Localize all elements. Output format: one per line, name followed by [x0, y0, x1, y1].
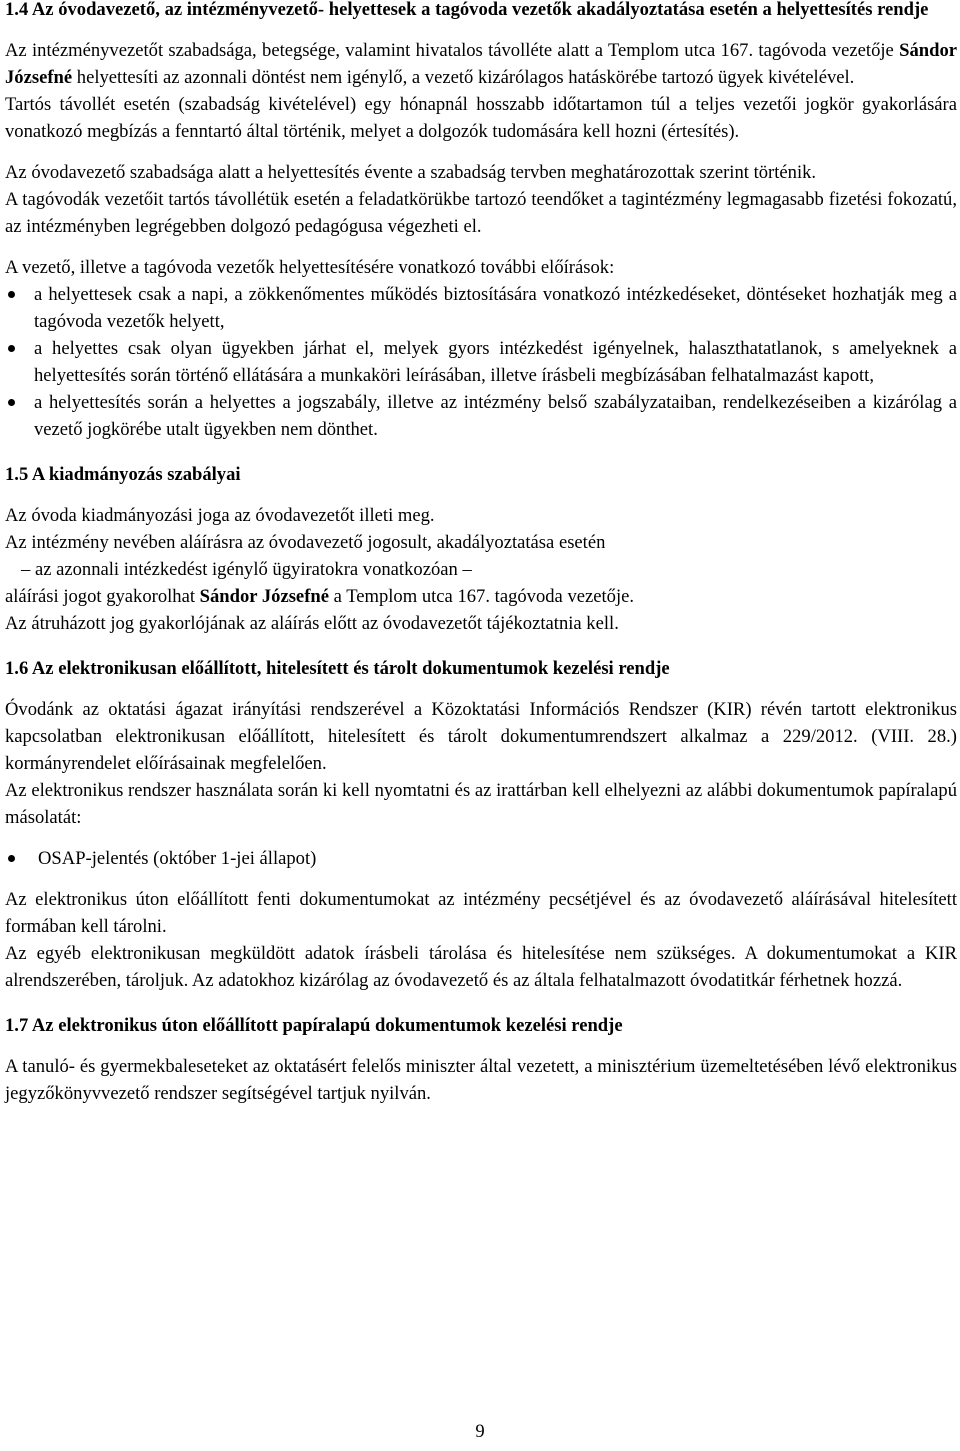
deputy-rules-list: [5, 281, 957, 443]
list-item: OSAP-jelentés (október 1-jei állapot): [5, 845, 957, 872]
section-1-4-heading: 1.4 Az óvodavezető, az intézményvezető- helyettesek a tagóvoda vezetők akadályoztatása esetén a helyettesítés rendje: [5, 0, 929, 20]
list-item: a helyettesítés során a helyettes a jogszabály, illetve az intézmény belső szabályzataiban, rendelkezéseiben a kizárólag a vezető jogkörébe utalt ügyekben nem dönthet.: [5, 389, 957, 443]
section-1-4-paragraph-4: A tagóvodák vezetőit tartós távollétük esetén a feladatkörükbe tartozó teendőket a tagintézmény legmagasabb fizetési fokozatú, az intézményben legrégebben dolgozó pedagógusa végezheti el.: [5, 189, 957, 237]
list-item: a helyettesek csak a napi, a zökkenőmentes működés biztosítására vonatkozó intézkedéseket, döntéseket hozhatják meg a tagóvoda vezetők helyett,: [5, 281, 957, 335]
section-1-5-line-1: Az óvoda kiadmányozási joga az óvodavezetőt illeti meg.: [5, 505, 435, 526]
list-item: a helyettes csak olyan ügyekben járhat el, melyek gyors intézkedést igényelnek, halaszthatatlanok, s amelyeknek a helyettesítés során történő ellátására a munkaköri leírásában, illetve írásbeli megbízásában felhatalmazást kapott,: [5, 335, 957, 389]
paper-copies-list: [5, 845, 957, 872]
section-1-7-heading: 1.7 Az elektronikus úton előállított papíralapú dokumentumok kezelési rendje: [5, 1015, 623, 1036]
section-1-5-heading: 1.5 A kiadmányozás szabályai: [5, 464, 241, 485]
section-1-6-paragraph-3: Az elektronikus úton előállított fenti dokumentumokat az intézmény pecsétjével és az óvodavezető aláírásával hitelesített formában kell tárolni.: [5, 889, 957, 937]
section-1-7-paragraph-1: A tanuló- és gyermekbaleseteket az oktatásért felelős miniszter által vezetett, a minisztérium üzemeltetésében lévő elektronikus jegyzőkönyvvezető rendszer segítségével tartjuk nyilván.: [5, 1056, 957, 1104]
section-1-5-line-5: Az átruházott jog gyakorlójának az aláírás előtt az óvodavezetőt tájékoztatnia kell.: [5, 613, 619, 634]
section-1-4-paragraph-5: A vezető, illetve a tagóvoda vezetők helyettesítésére vonatkozó további előírások:: [5, 257, 615, 278]
section-1-4-paragraph-2: Tartós távollét esetén (szabadság kivételével) egy hónapnál hosszabb időtartamon túl a teljes vezetői jogkör gyakorlására vonatkozó megbízás a fenntartó által történik, melyet a dolgozók tudomására kell hozni (értesítés).: [5, 94, 957, 142]
section-1-4-paragraph-1: Az intézményvezetőt szabadsága, betegsége, valamint hivatalos távolléte alatt a Templom utca 167. tagóvoda vezetője Sándor Józsefné helyettesíti az azonnali döntést nem igénylő, a vezető kizárólagos hatáskörébe tartozó ügyek kivételével.: [5, 40, 957, 88]
section-1-4-paragraph-3: Az óvodavezető szabadsága alatt a helyettesítés évente a szabadság tervben meghatározottak szerint történik.: [5, 162, 817, 183]
section-1-5-line-3: – az azonnali intézkedést igénylő ügyiratokra vonatkozóan –: [21, 559, 472, 580]
section-1-5-line-2: Az intézmény nevében aláírásra az óvodavezető jogosult, akadályoztatása esetén: [5, 532, 606, 553]
page-number: 9: [475, 1421, 485, 1442]
section-1-5-line-4: aláírási jogot gyakorolhat Sándor Józsefné a Templom utca 167. tagóvoda vezetője.: [5, 586, 635, 607]
section-1-6-paragraph-2: Az elektronikus rendszer használata során ki kell nyomtatni és az irattárban kell elhelyezni az alábbi dokumentumok papíralapú másolatát:: [5, 780, 957, 828]
signatory-name: Sándor Józsefné: [199, 586, 329, 607]
section-1-6-heading: 1.6 Az elektronikusan előállított, hitelesített és tárolt dokumentumok kezelési rendje: [5, 658, 670, 679]
section-1-6-paragraph-4: Az egyéb elektronikusan megküldött adatok írásbeli tárolása és hitelesítése nem szükséges. A dokumentumokat a KIR alrendszerében, tároljuk. Az adatokhoz kizárólag az óvodavezető és az általa felhatalmazott óvodatitkár férhetnek hozzá.: [5, 943, 957, 991]
section-1-6-paragraph-1: Óvodánk az oktatási ágazat irányítási rendszerével a Közoktatási Információs Rendszer (KIR) révén tartott elektronikus kapcsolatban elektronikusan előállított, hitelesített és tárolt dokumentumrendszert alkalmaz a 229/2012. (VIII. 28.) kormányrendelet előírásainak megfelelően.: [5, 699, 957, 774]
deputy-name: Sándor Józsefné: [5, 40, 957, 88]
